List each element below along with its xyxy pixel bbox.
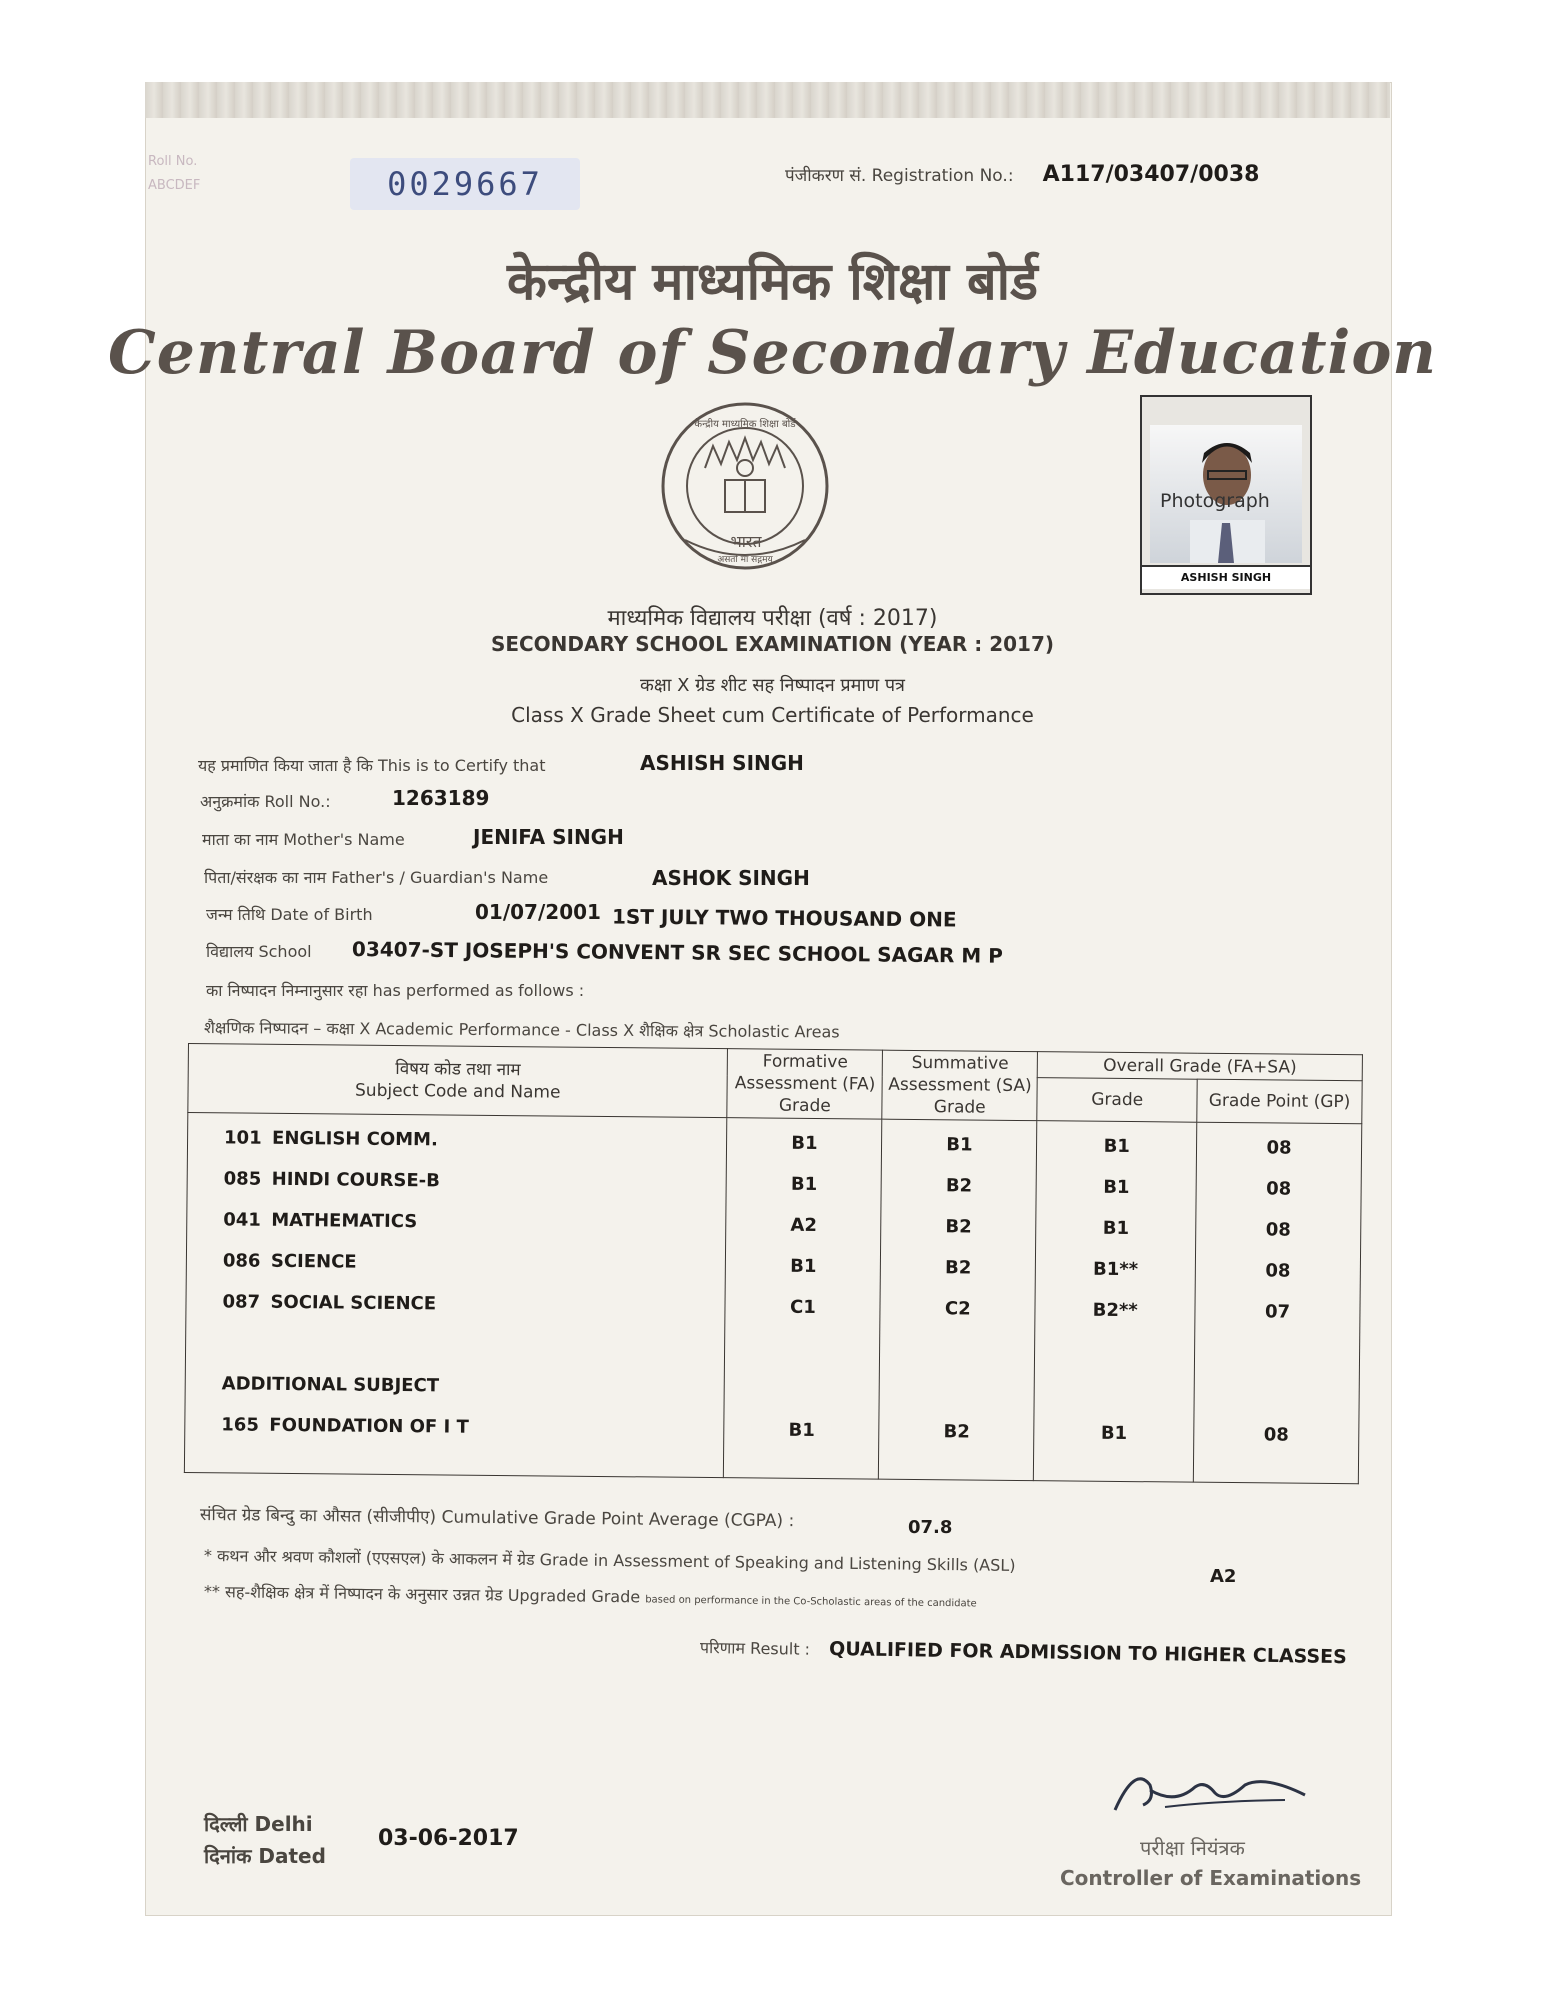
fa-header: Formative Assessment (FA) Grade xyxy=(727,1049,883,1119)
place-delhi: दिल्ली Delhi xyxy=(204,1812,313,1836)
subject-header xyxy=(188,1044,728,1118)
subject-name: ENGLISH COMM. xyxy=(271,1127,438,1151)
sa-header: Summative Assessment (SA) Grade xyxy=(882,1050,1038,1120)
sa-grade: B2 xyxy=(945,1175,973,1197)
dob-words: 1ST JULY TWO THOUSAND ONE xyxy=(611,904,957,932)
subject-header-hindi: विषय कोड तथा नाम xyxy=(395,1058,521,1081)
sheet-top-edge xyxy=(145,82,1390,118)
overall-grade: B1** xyxy=(1092,1258,1139,1281)
roll-label: अनुक्रमांक Roll No.: xyxy=(200,792,331,811)
candidate-photo xyxy=(1150,425,1302,563)
fa-grade: B1 xyxy=(791,1132,818,1155)
father-name: ASHOK SINGH xyxy=(652,866,810,890)
registration-label: पंजीकरण सं. Registration No.: xyxy=(785,166,1014,186)
table-row xyxy=(222,1291,725,1337)
table-row xyxy=(223,1168,726,1214)
subject-code: 101 xyxy=(223,1127,262,1149)
subject-code: 086 xyxy=(222,1250,261,1272)
fa-grade: B1 xyxy=(788,1419,815,1442)
performed-label: का निष्पादन निम्नानुसार रहा has performed as follows : xyxy=(206,981,585,1000)
place-block xyxy=(204,1808,326,1872)
controller-title-hindi: परीक्षा नियंत्रक xyxy=(1140,1836,1245,1860)
registration-line xyxy=(785,162,1259,187)
fa-grade: B1 xyxy=(790,1173,818,1196)
subject-name: SCIENCE xyxy=(270,1250,357,1273)
faded-line: Roll No. xyxy=(148,154,198,169)
overall-grade: B1 xyxy=(1100,1422,1128,1445)
emblem-ring-text: केन्द्रीय माध्यमिक शिक्षा बोर्ड xyxy=(694,419,796,430)
faded-line: ABCDEF xyxy=(148,178,201,193)
grade-point: 08 xyxy=(1266,1178,1292,1200)
emblem-motto: असतो मा सद्गमय xyxy=(717,555,773,565)
school-label: विद्यालय School xyxy=(206,942,312,961)
fa-grade: C1 xyxy=(789,1296,816,1319)
subject-code: 087 xyxy=(222,1291,261,1313)
fa-column xyxy=(724,1118,882,1479)
table-row xyxy=(224,1127,727,1173)
upgraded-note-text: ** सह-शैक्षिक क्षेत्र में निष्पादन के अनुसार उन्नत ग्रेड Upgraded Grade xyxy=(203,1582,641,1607)
result-value: QUALIFIED FOR ADMISSION TO HIGHER CLASSES xyxy=(828,1638,1347,1669)
subject-name: FOUNDATION OF I T xyxy=(269,1414,469,1438)
fa-grade: B1 xyxy=(790,1255,817,1278)
subject-code: 085 xyxy=(223,1168,262,1190)
cgpa-label: संचित ग्रेड बिन्दु का औसत (सीजीपीए) Cumulative Grade Point Average (CGPA) : xyxy=(199,1505,795,1532)
sa-grade: B2 xyxy=(945,1216,972,1238)
subject-column xyxy=(184,1113,727,1478)
sa-grade: C2 xyxy=(944,1298,971,1320)
grade-point: 07 xyxy=(1264,1301,1291,1323)
table-row xyxy=(223,1209,726,1255)
overall-grade: B2** xyxy=(1092,1299,1138,1322)
sa-column xyxy=(879,1119,1037,1480)
certificate-title-english: Class X Grade Sheet cum Certificate of Performance xyxy=(511,703,1034,727)
candidate-photo-frame xyxy=(1140,395,1312,595)
cgpa-value: 07.8 xyxy=(908,1517,953,1538)
gp-header: Grade Point (GP) xyxy=(1197,1080,1362,1124)
certificate-title-hindi: कक्षा X ग्रेड शीट सह निष्पादन प्रमाण पत्र xyxy=(640,675,905,696)
mother-name: JENIFA SINGH xyxy=(473,825,624,849)
emblem-center-text: भारत xyxy=(730,532,762,551)
dob-label: जन्म तिथि Date of Birth xyxy=(206,905,373,924)
registration-number: A117/03407/0038 xyxy=(1042,162,1260,187)
sa-grade: B1 xyxy=(946,1134,973,1156)
subject-name: HINDI COURSE-B xyxy=(271,1168,440,1192)
photograph-label: Photograph xyxy=(1160,490,1270,512)
academic-performance-label: शैक्षणिक निष्पादन – कक्षा X Academic Performance - Class X शैक्षिक क्षेत्र Scholastic Areas xyxy=(203,1018,840,1042)
controller-signature-icon xyxy=(1105,1755,1315,1825)
grades-table xyxy=(184,1043,1363,1484)
additional-subject-label: ADDITIONAL SUBJECT xyxy=(221,1373,440,1397)
photo-name-strip: ASHISH SINGH xyxy=(1142,565,1310,589)
candidate-name: ASHISH SINGH xyxy=(640,751,804,775)
grade-point: 08 xyxy=(1265,1219,1291,1241)
grade-point: 08 xyxy=(1265,1260,1291,1282)
fa-grade: A2 xyxy=(790,1214,818,1237)
subject-name: SOCIAL SCIENCE xyxy=(270,1291,437,1315)
subject-header-english: Subject Code and Name xyxy=(354,1080,561,1103)
exam-title-english: SECONDARY SCHOOL EXAMINATION (YEAR : 2017) xyxy=(490,632,1055,656)
school-name: 03407-ST JOSEPH'S CONVENT SR SEC SCHOOL SAGAR M P xyxy=(351,937,1003,968)
grade-point-column xyxy=(1193,1122,1361,1484)
subject-name: MATHEMATICS xyxy=(271,1209,418,1233)
serial-number: 0029667 xyxy=(350,158,580,210)
table-row xyxy=(223,1250,726,1296)
mother-label: माता का नाम Mother's Name xyxy=(202,830,405,849)
dob-value: 01/07/2001 xyxy=(475,900,601,924)
exam-title-hindi: माध्यमिक विद्यालय परीक्षा (वर्ष : 2017) xyxy=(607,606,938,631)
board-title-english: Central Board of Secondary Education xyxy=(108,318,1437,388)
controller-title-english: Controller of Examinations xyxy=(1060,1866,1362,1890)
issue-date: 03-06-2017 xyxy=(378,1826,519,1851)
spacer-row xyxy=(222,1332,725,1378)
asl-grade: A2 xyxy=(1210,1566,1237,1587)
overall-grade: B1 xyxy=(1102,1217,1130,1240)
board-title-hindi: केन्द्रीय माध्यमिक शिक्षा बोर्ड xyxy=(507,252,1038,312)
father-label: पिता/संरक्षक का नाम Father's / Guardian's Name xyxy=(204,868,549,887)
roll-number: 1263189 xyxy=(392,786,490,810)
subject-code: 165 xyxy=(221,1414,260,1436)
table-row xyxy=(221,1414,724,1460)
grade-point: 08 xyxy=(1263,1424,1289,1446)
overall-grade: B1 xyxy=(1103,1176,1130,1199)
sa-grade: B2 xyxy=(944,1257,972,1279)
dated-label: दिनांक Dated xyxy=(204,1844,326,1868)
upgraded-note-small: based on performance in the Co-Scholastic areas of the candidate xyxy=(645,1594,977,1610)
certify-label: यह प्रमाणित किया जाता है कि This is to Certify that xyxy=(198,756,546,775)
result-label: परिणाम Result : xyxy=(699,1638,811,1659)
subject-code: 041 xyxy=(223,1209,261,1231)
sa-grade: B2 xyxy=(943,1421,970,1443)
grade-point: 08 xyxy=(1266,1137,1292,1159)
faded-header-text xyxy=(148,150,200,198)
overall-header: Overall Grade (FA+SA) xyxy=(1038,1052,1363,1081)
asl-label: * कथन और श्रवण कौशलों (एएसएल) के आकलन में ग्रेड Grade in Assessment of Speaking and Listening Skills (ASL) xyxy=(203,1546,1016,1575)
grade-header: Grade xyxy=(1037,1078,1197,1122)
overall-grade: B1 xyxy=(1103,1135,1130,1158)
overall-grade-column xyxy=(1034,1121,1197,1483)
